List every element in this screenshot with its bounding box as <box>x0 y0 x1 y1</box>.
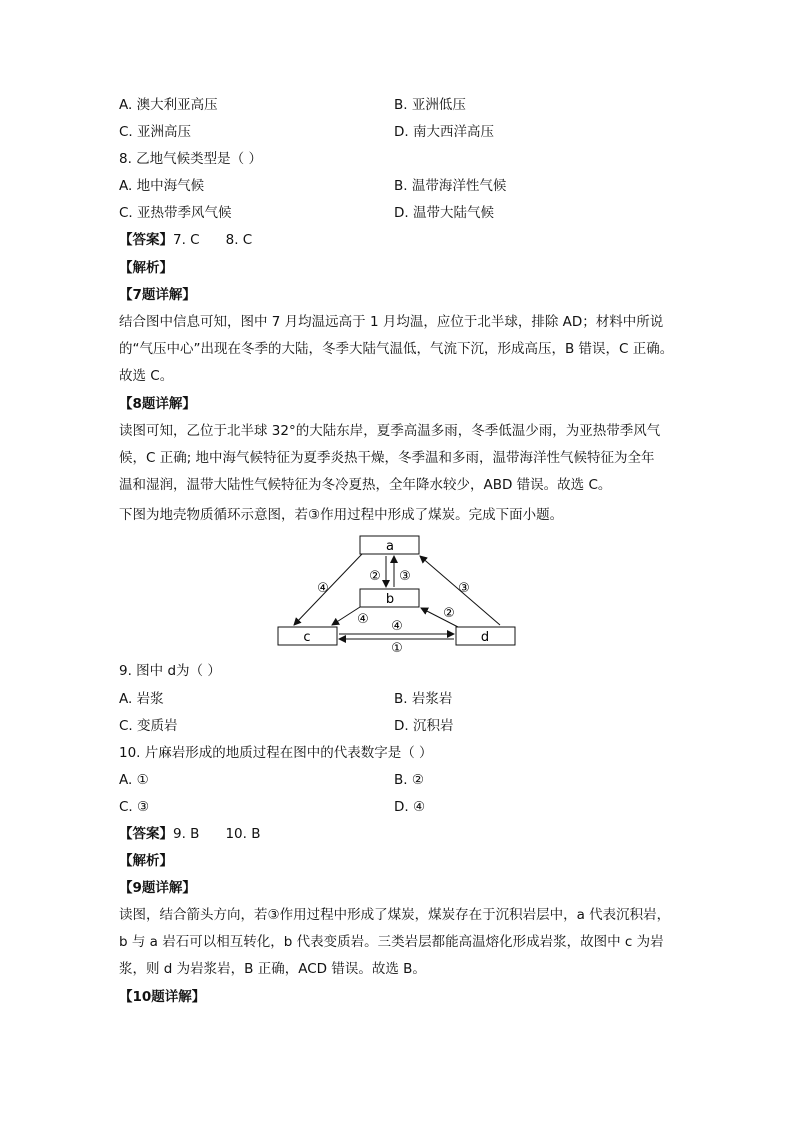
q10-option-c: C. ③ <box>119 799 150 815</box>
answer-line-2 <box>119 824 260 844</box>
analysis-label-2: 【解析】 <box>119 853 173 869</box>
q8-stem: 8. 乙地气候类型是（ ） <box>119 151 262 167</box>
q8-detail-line-1: 读图可知，乙位于北半球 32°的大陆东岸，夏季高温多雨，冬季低温少雨，为亚热带季风气 <box>119 423 661 439</box>
q10-option-d: D. ④ <box>394 799 426 815</box>
label-a-to-c: ④ <box>317 581 329 596</box>
q7-detail-label: 【7题详解】 <box>119 287 196 303</box>
answer-9: 9. B <box>173 826 200 842</box>
q7-detail-line-1: 结合图中信息可知，图中 7 月均温远高于 1 月均温，应位于北半球，排除 AD；材料中所说 <box>119 314 664 330</box>
q7-detail-line-2: 的“气压中心”出现在冬季的大陆，冬季大陆气温低，气流下沉，形成高压，B 错误，C 正确。 <box>119 341 674 357</box>
box-b-label: b <box>385 592 395 607</box>
answer-label-2: 【答案】 <box>119 826 173 842</box>
q9-option-a: A. 岩浆 <box>119 691 164 707</box>
q9-option-d: D. 沉积岩 <box>394 718 454 734</box>
q7-option-b: B. 亚洲低压 <box>394 97 466 113</box>
q9-stem: 9. 图中 d为（ ） <box>119 663 221 679</box>
answer-7: 7. C <box>173 232 200 248</box>
q7-option-d: D. 南大西洋高压 <box>394 124 494 140</box>
label-c-to-d: ④ <box>391 619 403 634</box>
q8-detail-label: 【8题详解】 <box>119 396 196 412</box>
answer-10: 10. B <box>225 826 261 842</box>
q8-option-c: C. 亚热带季风气候 <box>119 205 232 221</box>
rock-cycle-diagram <box>274 535 520 657</box>
q8-option-a: A. 地中海气候 <box>119 178 205 194</box>
q7-detail-text <box>119 309 679 390</box>
box-a-label: a <box>386 539 394 554</box>
q9-detail-line-1: 读图，结合箭头方向，若③作用过程中形成了煤炭，煤炭存在于沉积岩层中，a 代表沉积岩， <box>119 907 671 923</box>
box-c-label: c <box>303 630 311 645</box>
q7-detail-line-3: 故选 C。 <box>119 368 174 384</box>
q10-option-a: A. ① <box>119 772 149 788</box>
label-b-to-a: ③ <box>399 569 411 584</box>
label-a-to-b: ② <box>369 569 381 584</box>
q7-option-c: C. 亚洲高压 <box>119 124 192 140</box>
q8-option-d: D. 温带大陆气候 <box>394 205 494 221</box>
answer-line-1 <box>119 230 252 250</box>
q10-stem: 10. 片麻岩形成的地质过程在图中的代表数字是（ ） <box>119 745 433 761</box>
label-d-to-b: ② <box>443 606 455 621</box>
q9-detail-text <box>119 902 679 983</box>
diagram-intro: 下图为地壳物质循环示意图，若③作用过程中形成了煤炭。完成下面小题。 <box>119 507 564 523</box>
label-b-to-c: ④ <box>357 612 369 627</box>
q10-option-b: B. ② <box>394 772 424 788</box>
answer-label: 【答案】 <box>119 232 173 248</box>
q9-option-b: B. 岩浆岩 <box>394 691 453 707</box>
q9-option-c: C. 变质岩 <box>119 718 178 734</box>
analysis-label: 【解析】 <box>119 260 173 276</box>
box-d-label: d <box>480 630 490 645</box>
q8-detail-text <box>119 418 679 499</box>
q7-option-a: A. 澳大利亚高压 <box>119 97 218 113</box>
q9-detail-line-3: 浆，则 d 为岩浆岩，B 正确，ACD 错误。故选 B。 <box>119 961 426 977</box>
q8-detail-line-2: 候，C 正确; 地中海气候特征为夏季炎热干燥，冬季温和多雨，温带海洋性气候特征为全年 <box>119 450 655 466</box>
q9-detail-label: 【9题详解】 <box>119 880 196 896</box>
q8-detail-line-3: 温和湿润，温带大陆性气候特征为冬冷夏热，全年降水较少，ABD 错误。故选 C。 <box>119 477 612 493</box>
q10-detail-label: 【10题详解】 <box>119 989 206 1005</box>
arrow-b-to-c <box>332 607 360 625</box>
q8-option-b: B. 温带海洋性气候 <box>394 178 507 194</box>
label-d-to-c: ① <box>391 641 403 656</box>
label-d-to-a: ③ <box>458 581 470 596</box>
q9-detail-line-2: b 与 a 岩石可以相互转化，b 代表变质岩。三类岩层都能高温熔化形成岩浆，故图中 c 为岩 <box>119 934 664 950</box>
answer-8: 8. C <box>225 232 253 248</box>
